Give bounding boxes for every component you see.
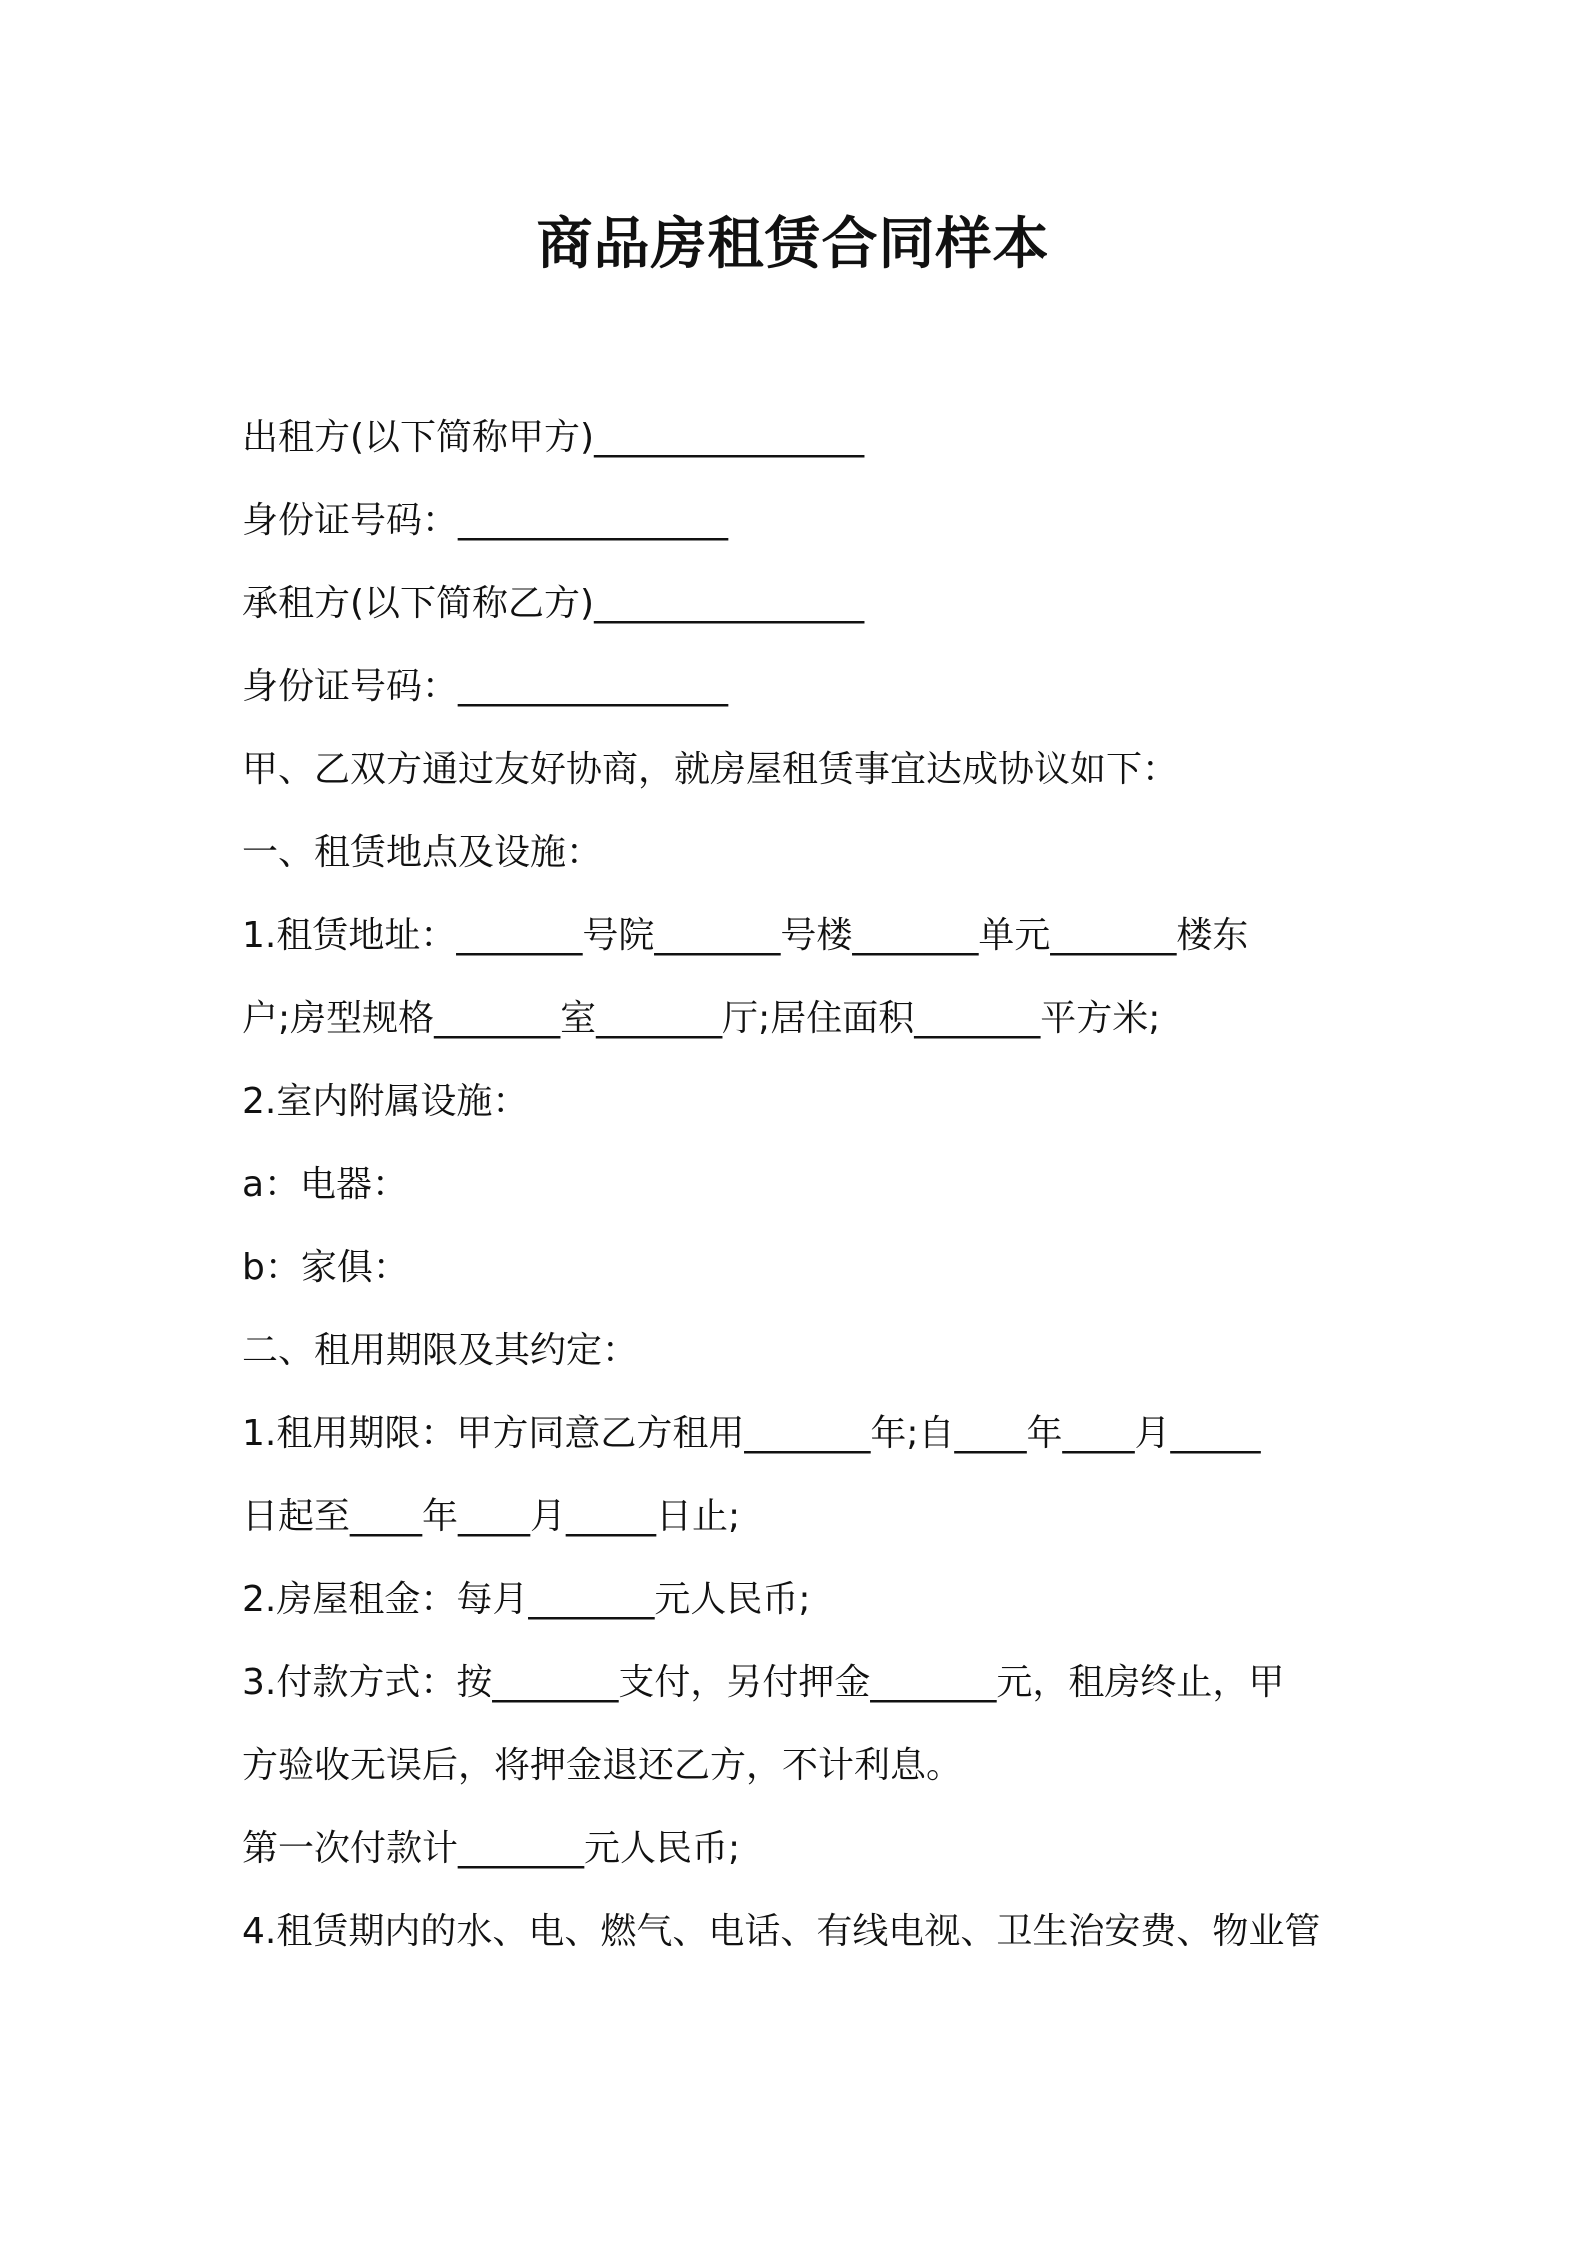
clause-line: 方验收无误后，将押金退还乙方，不计利息。 [242,1745,963,1786]
clause-line: 2.房屋租金：每月_______元人民币; [242,1579,811,1620]
clause-line: 户;房型规格_______室_______厅;居住面积_______平方米; [242,998,1161,1039]
clause-line: 1.租赁地址：_______号院_______号楼_______单元_______楼东 [242,915,1249,956]
clause-line: a：电器： [242,1164,409,1205]
clause-line: 3.付款方式：按_______支付，另付押金_______元，租房终止，甲 [242,1662,1285,1703]
lessor-id-line: 身份证号码：_______________ [242,500,729,541]
section-heading: 一、租赁地点及设施： [242,832,603,873]
lessor-line: 出租方(以下简称甲方)_______________ [242,417,865,458]
contract-body [242,396,1362,1973]
section-heading: 二、租用期限及其约定： [242,1330,639,1371]
clause-line: 1.租用期限：甲方同意乙方租用_______年;自____年____月_____ [242,1413,1261,1454]
clause-line: 4.租赁期内的水、电、燃气、电话、有线电视、卫生治安费、物业管 [242,1911,1321,1952]
agreement-intro: 甲、乙双方通过友好协商，就房屋租赁事宜达成协议如下： [242,749,1179,790]
lessee-line: 承租方(以下简称乙方)_______________ [242,583,865,624]
clause-line: 日起至____年____月_____日止; [242,1496,741,1537]
clause-line: 第一次付款计_______元人民币; [242,1828,741,1869]
clause-line: b：家俱： [242,1247,409,1288]
clause-line: 2.室内附属设施： [242,1081,529,1122]
page-title: 商品房租赁合同样本 [536,212,1050,277]
lessee-id-line: 身份证号码：_______________ [242,666,729,707]
